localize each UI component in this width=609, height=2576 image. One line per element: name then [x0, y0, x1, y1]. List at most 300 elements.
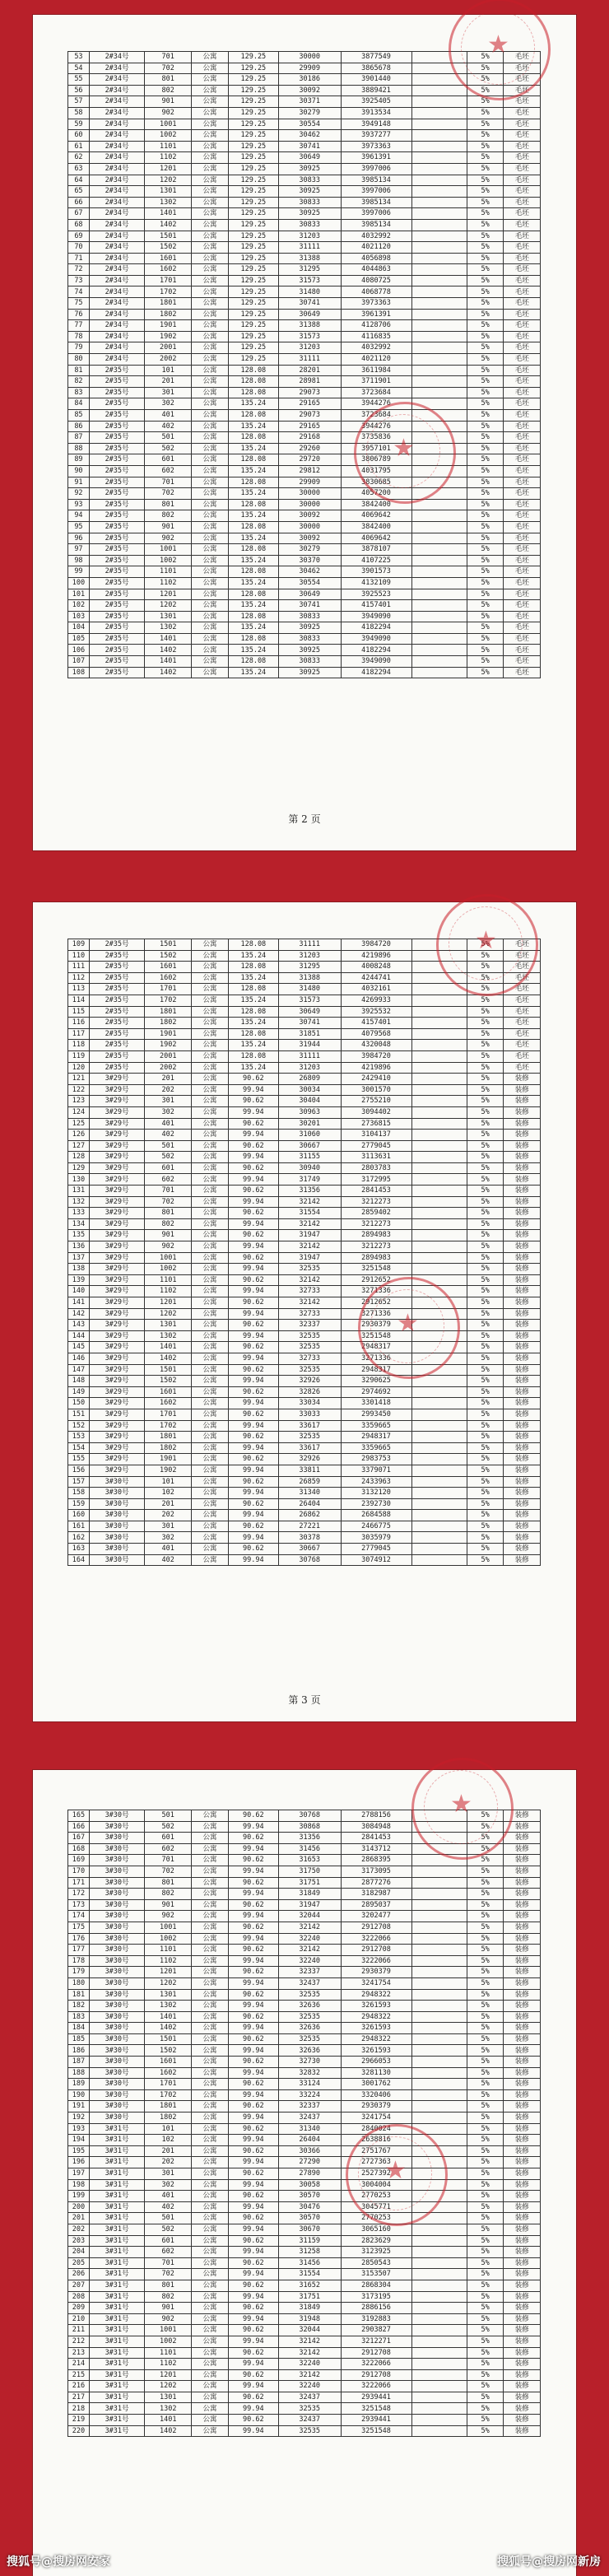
table-cell: 3#31号 [89, 2157, 144, 2168]
table-row [68, 443, 541, 454]
table-cell: 3#29号 [89, 1162, 144, 1174]
table-cell: 145 [68, 1342, 90, 1353]
table-row [68, 1218, 541, 1230]
table-cell: 5% [467, 1544, 504, 1555]
table-cell: 128.08 [228, 499, 278, 510]
table-cell: 73 [68, 275, 90, 286]
table-cell: 90.62 [228, 1544, 278, 1555]
table-cell: 2912708 [341, 2347, 411, 2359]
table-cell: 129 [68, 1162, 90, 1174]
table-row [68, 275, 541, 286]
table-cell: 2#35号 [89, 995, 144, 1006]
table-cell: 公寓 [192, 2157, 229, 2168]
table-cell: 公寓 [192, 633, 229, 645]
table-cell: 公寓 [192, 331, 229, 342]
table-cell: 公寓 [192, 1074, 229, 1085]
table-cell: 5% [467, 972, 504, 984]
table-cell: 1002 [145, 1933, 192, 1945]
table-cell: 90.62 [228, 1922, 278, 1933]
table-cell: 32240 [278, 1955, 341, 1967]
table-cell [411, 1955, 467, 1967]
table-cell: 180 [68, 1977, 90, 1989]
table-cell: 702 [145, 488, 192, 500]
table-cell: 30649 [278, 589, 341, 600]
table-cell: 78 [68, 331, 90, 342]
table-cell: 114 [68, 995, 90, 1006]
table-cell: 毛坯 [504, 939, 541, 951]
table-cell: 2433963 [341, 1476, 411, 1488]
table-cell: 99.94 [228, 1955, 278, 1967]
table-cell: 185 [68, 2033, 90, 2045]
table-cell: 3949090 [341, 656, 411, 668]
table-cell: 2#34号 [89, 197, 144, 208]
table-cell: 2001 [145, 342, 192, 354]
table-row [68, 1855, 541, 1866]
table-cell: 129.25 [228, 175, 278, 186]
table-cell: 99.94 [228, 2045, 278, 2057]
table-cell: 1701 [145, 2079, 192, 2090]
table-cell [411, 2123, 467, 2135]
table-cell: 95 [68, 521, 90, 533]
table-cell: 公寓 [192, 175, 229, 186]
table-cell: 126 [68, 1130, 90, 1141]
table-cell [411, 939, 467, 951]
table-cell: 公寓 [192, 566, 229, 578]
table-cell: 2939441 [341, 2415, 411, 2426]
table-cell [411, 2135, 467, 2146]
table-cell: 毛坯 [504, 410, 541, 422]
table-cell: 31203 [278, 342, 341, 354]
table-cell: 101 [145, 1476, 192, 1488]
table-cell: 135.24 [228, 510, 278, 522]
table-cell: 公寓 [192, 275, 229, 286]
table-cell: 30649 [278, 309, 341, 320]
table-cell: 2#35号 [89, 566, 144, 578]
table-cell: 4219896 [341, 950, 411, 962]
table-cell: 802 [145, 1218, 192, 1230]
table-cell: 1102 [145, 1955, 192, 1967]
table-cell: 3104137 [341, 1130, 411, 1141]
table-cell: 3#29号 [89, 1364, 144, 1376]
table-cell: 3192883 [341, 2313, 411, 2325]
table-cell [411, 197, 467, 208]
table-cell: 毛坯 [504, 972, 541, 984]
table-cell: 5% [467, 2079, 504, 2090]
table-cell: 2#35号 [89, 477, 144, 488]
table-cell: 2#35号 [89, 387, 144, 398]
table-cell: 31751 [278, 1877, 341, 1889]
table-cell: 1602 [145, 972, 192, 984]
table-row [68, 2291, 541, 2303]
table-cell: 802 [145, 510, 192, 522]
table-cell: 5% [467, 2336, 504, 2347]
table-cell: 33617 [278, 1420, 341, 1432]
table-cell: 1201 [145, 589, 192, 600]
table-cell: 5% [467, 398, 504, 410]
table-cell: 公寓 [192, 2023, 229, 2034]
table-cell: 90.62 [228, 2168, 278, 2180]
table-cell: 135.24 [228, 667, 278, 678]
table-cell: 3#30号 [89, 1877, 144, 1889]
table-cell: 29073 [278, 410, 341, 422]
table-cell [411, 1130, 467, 1141]
table-cell: 3#29号 [89, 1308, 144, 1320]
table-cell: 76 [68, 309, 90, 320]
table-cell: 2#34号 [89, 331, 144, 342]
table-cell: 90.62 [228, 2325, 278, 2336]
table-row [68, 2089, 541, 2101]
table-cell: 1302 [145, 622, 192, 634]
table-row [68, 2079, 541, 2090]
table-cell: 5% [467, 1218, 504, 1230]
table-cell: 135.24 [228, 488, 278, 500]
table-cell: 301 [145, 387, 192, 398]
table-cell: 5% [467, 2033, 504, 2045]
table-row [68, 2168, 541, 2180]
table-cell [411, 1062, 467, 1074]
table-cell: 3#30号 [89, 1855, 144, 1866]
table-cell: 5% [467, 2113, 504, 2124]
table-cell: 32926 [278, 1376, 341, 1387]
table-cell: 5% [467, 1050, 504, 1062]
table-cell: 2983753 [341, 1454, 411, 1465]
table-cell: 3#29号 [89, 1320, 144, 1331]
table-cell: 117 [68, 1028, 90, 1040]
table-cell: 5% [467, 667, 504, 678]
table-cell: 129.25 [228, 286, 278, 298]
table-cell: 公寓 [192, 2201, 229, 2213]
table-cell: 公寓 [192, 2089, 229, 2101]
table-cell: 99.94 [228, 1933, 278, 1945]
table-cell: 毛坯 [504, 544, 541, 556]
table-cell: 90.62 [228, 1186, 278, 1197]
table-cell: 2736815 [341, 1118, 411, 1130]
table-cell [411, 1162, 467, 1174]
table-cell: 3#29号 [89, 1230, 144, 1241]
table-cell: 5% [467, 454, 504, 466]
table-cell [411, 600, 467, 612]
table-cell: 公寓 [192, 2257, 229, 2269]
table-cell: 公寓 [192, 208, 229, 220]
table-cell: 128.08 [228, 521, 278, 533]
table-cell: 3985134 [341, 219, 411, 231]
table-cell: 5% [467, 1274, 504, 1286]
table-cell: 3611984 [341, 365, 411, 376]
table-cell: 1302 [145, 1330, 192, 1342]
table-cell: 公寓 [192, 2347, 229, 2359]
table-cell: 31573 [278, 331, 341, 342]
table-cell [411, 1330, 467, 1342]
table-cell: 公寓 [192, 1218, 229, 1230]
table-cell: 装修 [504, 1218, 541, 1230]
table-cell: 128.08 [228, 1006, 278, 1018]
table-cell: 1002 [145, 555, 192, 566]
table-row [68, 1933, 541, 1945]
table-cell: 32733 [278, 1308, 341, 1320]
table-cell: 100 [68, 577, 90, 589]
table-cell: 1901 [145, 1454, 192, 1465]
table-cell: 5% [467, 275, 504, 286]
table-row [68, 600, 541, 612]
table-cell: 28981 [278, 376, 341, 388]
table-cell: 2903827 [341, 2325, 411, 2336]
table-cell: 90.62 [228, 1118, 278, 1130]
table-cell: 3#30号 [89, 1554, 144, 1566]
table-row [68, 477, 541, 488]
table-cell: 153 [68, 1432, 90, 1443]
table-cell: 1402 [145, 1353, 192, 1364]
table-cell: 801 [145, 74, 192, 86]
table-cell: 1301 [145, 186, 192, 198]
table-cell: 毛坯 [504, 85, 541, 96]
table-cell: 5% [467, 1353, 504, 1364]
table-cell: 502 [145, 1152, 192, 1163]
table-cell [411, 2369, 467, 2381]
table-cell: 90.62 [228, 2033, 278, 2045]
table-row [68, 1866, 541, 1877]
table-cell: 26404 [278, 2135, 341, 2146]
table-cell: 5% [467, 950, 504, 962]
table-cell: 毛坯 [504, 96, 541, 108]
table-cell: 1601 [145, 962, 192, 973]
table-cell [411, 962, 467, 973]
table-cell: 装修 [504, 1855, 541, 1866]
table-cell: 4008248 [341, 962, 411, 973]
table-cell: 31340 [278, 1488, 341, 1499]
table-cell: 公寓 [192, 1922, 229, 1933]
table-cell: 4021120 [341, 354, 411, 366]
table-cell [411, 2303, 467, 2314]
table-cell: 502 [145, 443, 192, 454]
table-cell: 公寓 [192, 2303, 229, 2314]
table-row [68, 2403, 541, 2415]
table-cell: 31849 [278, 1889, 341, 1900]
table-cell: 5% [467, 432, 504, 444]
table-row [68, 1510, 541, 1521]
table-cell: 99.94 [228, 2291, 278, 2303]
table-cell: 装修 [504, 2291, 541, 2303]
table-cell: 毛坯 [504, 342, 541, 354]
table-cell [411, 577, 467, 589]
table-cell: 2779045 [341, 1140, 411, 1152]
table-row [68, 454, 541, 466]
table-cell [411, 1442, 467, 1454]
table-cell: 1402 [145, 667, 192, 678]
table-cell: 装修 [504, 1074, 541, 1085]
table-cell: 99 [68, 566, 90, 578]
table-cell: 135.24 [228, 443, 278, 454]
table-cell: 162 [68, 1532, 90, 1544]
table-cell: 99.94 [228, 1843, 278, 1855]
table-cell: 毛坯 [504, 163, 541, 175]
table-cell: 2912652 [341, 1274, 411, 1286]
table-cell: 1402 [145, 219, 192, 231]
table-cell [411, 152, 467, 164]
table-cell: 30833 [278, 219, 341, 231]
table-cell [411, 2179, 467, 2191]
table-cell: 5% [467, 1554, 504, 1566]
table-row [68, 1364, 541, 1376]
table-cell: 5% [467, 175, 504, 186]
table-cell: 3957101 [341, 443, 411, 454]
table-cell: 4021120 [341, 242, 411, 254]
table-cell: 2#34号 [89, 186, 144, 198]
table-cell: 202 [145, 2157, 192, 2168]
table-cell: 30092 [278, 533, 341, 544]
table-cell: 203 [68, 2235, 90, 2247]
table-cell: 3#30号 [89, 2057, 144, 2068]
table-cell: 3830685 [341, 477, 411, 488]
table-cell: 4132109 [341, 577, 411, 589]
table-cell: 167 [68, 1833, 90, 1844]
table-cell: 212 [68, 2336, 90, 2347]
table-cell [411, 1843, 467, 1855]
table-cell: 2#34号 [89, 63, 144, 74]
table-cell: 32437 [278, 2392, 341, 2403]
table-cell: 3271336 [341, 1286, 411, 1297]
table-cell: 公寓 [192, 1174, 229, 1186]
table-cell: 32142 [278, 1196, 341, 1208]
table-cell: 1101 [145, 2347, 192, 2359]
table-cell: 公寓 [192, 1442, 229, 1454]
table-cell [411, 2425, 467, 2437]
table-cell: 5% [467, 1922, 504, 1933]
table-cell: 99.94 [228, 1376, 278, 1387]
table-cell: 4057200 [341, 488, 411, 500]
table-row [68, 1432, 541, 1443]
table-cell: 5% [467, 1454, 504, 1465]
table-cell: 公寓 [192, 432, 229, 444]
table-cell: 装修 [504, 2067, 541, 2079]
table-cell: 5% [467, 1118, 504, 1130]
table-cell: 装修 [504, 2213, 541, 2224]
table-cell: 3#29号 [89, 1130, 144, 1141]
table-cell: 32044 [278, 1911, 341, 1922]
table-cell: 104 [68, 622, 90, 634]
table-cell: 3#31号 [89, 2145, 144, 2157]
table-cell: 3#31号 [89, 2123, 144, 2135]
table-row [68, 2303, 541, 2314]
table-row [68, 398, 541, 410]
table-cell: 装修 [504, 1106, 541, 1118]
table-cell: 3#30号 [89, 2089, 144, 2101]
table-cell: 32142 [278, 2336, 341, 2347]
table-cell: 3#29号 [89, 1376, 144, 1387]
table-row [68, 1330, 541, 1342]
table-cell: 64 [68, 175, 90, 186]
table-cell: 31203 [278, 1062, 341, 1074]
table-cell: 4032161 [341, 984, 411, 995]
table-cell: 3290625 [341, 1376, 411, 1387]
table-cell: 5% [467, 208, 504, 220]
table-cell: 公寓 [192, 1274, 229, 1286]
table-cell: 1202 [145, 2381, 192, 2392]
table-cell: 29073 [278, 387, 341, 398]
table-cell: 102 [145, 1488, 192, 1499]
table-cell: 装修 [504, 2359, 541, 2370]
table-cell: 32337 [278, 1320, 341, 1331]
table-cell: 1601 [145, 253, 192, 264]
table-cell: 3#29号 [89, 1186, 144, 1197]
table-cell: 137 [68, 1252, 90, 1264]
table-cell: 206 [68, 2269, 90, 2280]
table-cell: 128.08 [228, 962, 278, 973]
table-cell: 装修 [504, 1922, 541, 1933]
table-cell: 公寓 [192, 2313, 229, 2325]
table-cell: 公寓 [192, 1308, 229, 1320]
table-cell [411, 521, 467, 533]
table-cell: 31749 [278, 1174, 341, 1186]
table-cell: 30741 [278, 600, 341, 612]
table-cell: 毛坯 [504, 130, 541, 142]
table-cell: 154 [68, 1442, 90, 1454]
table-cell: 公寓 [192, 2369, 229, 2381]
table-cell: 4157401 [341, 1018, 411, 1029]
table-row [68, 1074, 541, 1085]
table-cell: 118 [68, 1040, 90, 1051]
table-cell: 5% [467, 2011, 504, 2023]
table-cell [411, 656, 467, 668]
table-cell: 2841453 [341, 1833, 411, 1844]
table-cell: 5% [467, 286, 504, 298]
table-cell: 5% [467, 74, 504, 86]
table-cell: 3132120 [341, 1488, 411, 1499]
table-cell [411, 130, 467, 142]
table-cell: 128.08 [228, 387, 278, 398]
table-cell: 150 [68, 1398, 90, 1409]
table-cell: 1801 [145, 298, 192, 310]
table-cell: 142 [68, 1308, 90, 1320]
table-cell: 90.62 [228, 1855, 278, 1866]
table-cell [411, 633, 467, 645]
table-cell: 602 [145, 1174, 192, 1186]
table-cell: 175 [68, 1922, 90, 1933]
table-cell: 140 [68, 1286, 90, 1297]
table-cell: 公寓 [192, 1510, 229, 1521]
table-cell [411, 2001, 467, 2012]
table-cell: 5% [467, 1498, 504, 1510]
table-cell: 97 [68, 544, 90, 556]
table-cell: 公寓 [192, 96, 229, 108]
table-cell: 121 [68, 1074, 90, 1085]
table-cell: 32240 [278, 2359, 341, 2370]
table-cell: 128.08 [228, 544, 278, 556]
table-cell: 2#34号 [89, 107, 144, 119]
table-cell: 5% [467, 298, 504, 310]
table-cell: 99.94 [228, 2224, 278, 2235]
table-cell: 公寓 [192, 1810, 229, 1822]
table-cell: 毛坯 [504, 197, 541, 208]
table-cell: 3#30号 [89, 2101, 144, 2113]
table-cell: 3925523 [341, 589, 411, 600]
table-cell: 102 [68, 600, 90, 612]
table-cell [411, 2280, 467, 2291]
table-cell: 30649 [278, 152, 341, 164]
table-cell: 32240 [278, 2381, 341, 2392]
table-cell: 5% [467, 331, 504, 342]
table-row [68, 1006, 541, 1018]
table-row [68, 208, 541, 220]
table-cell: 5% [467, 499, 504, 510]
source-watermark: 搜狐号@搜房网安家 [7, 2555, 110, 2569]
table-cell: 3001762 [341, 2079, 411, 2090]
table-cell: 90.62 [228, 1252, 278, 1264]
table-cell: 3172995 [341, 1174, 411, 1186]
table-row [68, 950, 541, 962]
table-cell: 71 [68, 253, 90, 264]
table-cell: 401 [145, 1544, 192, 1555]
table-cell: 毛坯 [504, 566, 541, 578]
